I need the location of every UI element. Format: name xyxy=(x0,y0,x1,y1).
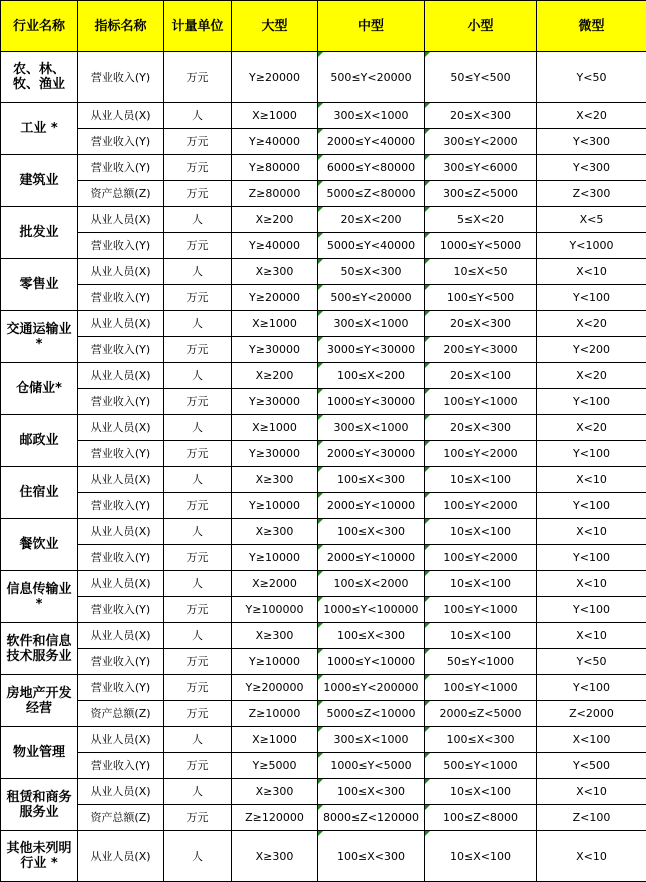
micro-cell: X<10 xyxy=(537,467,646,493)
unit-cell: 万元 xyxy=(164,181,232,207)
table-row xyxy=(1,545,646,571)
small-cell: 10≤X<100 xyxy=(425,623,537,649)
unit-cell: 万元 xyxy=(164,545,232,571)
large-cell: X≥200 xyxy=(232,363,318,389)
indicator-cell: 营业收入(Y) xyxy=(78,545,164,571)
header-micro: 微型 xyxy=(537,1,646,52)
table-row xyxy=(1,155,646,181)
industry-name: 信息传输业 * xyxy=(1,571,78,623)
unit-cell: 万元 xyxy=(164,805,232,831)
unit-cell: 人 xyxy=(164,519,232,545)
medium-cell: 100≤X<300 xyxy=(318,623,425,649)
micro-cell: X<10 xyxy=(537,831,646,882)
medium-cell: 1000≤Y<100000 xyxy=(318,597,425,623)
header-indicator: 指标名称 xyxy=(78,1,164,52)
table-row xyxy=(1,259,646,285)
table-row xyxy=(1,701,646,727)
micro-cell: Y<100 xyxy=(537,389,646,415)
medium-cell: 100≤X<200 xyxy=(318,363,425,389)
micro-cell: X<20 xyxy=(537,415,646,441)
medium-cell: 500≤Y<20000 xyxy=(318,285,425,311)
large-cell: X≥1000 xyxy=(232,415,318,441)
small-cell: 100≤Y<2000 xyxy=(425,441,537,467)
micro-cell: X<20 xyxy=(537,311,646,337)
medium-cell: 8000≤Z<120000 xyxy=(318,805,425,831)
medium-cell: 300≤X<1000 xyxy=(318,103,425,129)
small-cell: 100≤Y<1000 xyxy=(425,389,537,415)
small-cell: 50≤Y<1000 xyxy=(425,649,537,675)
large-cell: X≥300 xyxy=(232,519,318,545)
industry-name: 交通运输业 * xyxy=(1,311,78,363)
medium-cell: 20≤X<200 xyxy=(318,207,425,233)
micro-cell: Y<50 xyxy=(537,52,646,103)
table-body xyxy=(1,52,646,882)
indicator-cell: 从业人员(X) xyxy=(78,311,164,337)
small-cell: 20≤X<300 xyxy=(425,415,537,441)
micro-cell: Y<50 xyxy=(537,649,646,675)
indicator-cell: 营业收入(Y) xyxy=(78,753,164,779)
micro-cell: Y<1000 xyxy=(537,233,646,259)
micro-cell: Y<100 xyxy=(537,675,646,701)
industry-name: 软件和信息技术服务业 xyxy=(1,623,78,675)
indicator-cell: 从业人员(X) xyxy=(78,415,164,441)
table-row xyxy=(1,753,646,779)
indicator-cell: 从业人员(X) xyxy=(78,571,164,597)
unit-cell: 人 xyxy=(164,363,232,389)
small-cell: 300≤Z<5000 xyxy=(425,181,537,207)
indicator-cell: 从业人员(X) xyxy=(78,519,164,545)
industry-name: 邮政业 xyxy=(1,415,78,467)
table-row xyxy=(1,233,646,259)
micro-cell: Y<100 xyxy=(537,493,646,519)
indicator-cell: 资产总额(Z) xyxy=(78,181,164,207)
medium-cell: 100≤X<2000 xyxy=(318,571,425,597)
medium-cell: 1000≤Y<200000 xyxy=(318,675,425,701)
small-cell: 2000≤Z<5000 xyxy=(425,701,537,727)
micro-cell: Z<300 xyxy=(537,181,646,207)
table-row xyxy=(1,727,646,753)
small-cell: 100≤Y<2000 xyxy=(425,545,537,571)
large-cell: Z≥80000 xyxy=(232,181,318,207)
table-row xyxy=(1,493,646,519)
header-industry: 行业名称 xyxy=(1,1,78,52)
header-large: 大型 xyxy=(232,1,318,52)
small-cell: 10≤X<100 xyxy=(425,519,537,545)
table-row xyxy=(1,52,646,103)
indicator-cell: 营业收入(Y) xyxy=(78,597,164,623)
table-row xyxy=(1,805,646,831)
micro-cell: X<10 xyxy=(537,259,646,285)
unit-cell: 万元 xyxy=(164,675,232,701)
small-cell: 20≤X<100 xyxy=(425,363,537,389)
indicator-cell: 资产总额(Z) xyxy=(78,805,164,831)
large-cell: Y≥80000 xyxy=(232,155,318,181)
table-row xyxy=(1,597,646,623)
indicator-cell: 营业收入(Y) xyxy=(78,441,164,467)
large-cell: Y≥200000 xyxy=(232,675,318,701)
industry-name: 农、林、牧、渔业 xyxy=(1,52,78,103)
unit-cell: 万元 xyxy=(164,649,232,675)
unit-cell: 人 xyxy=(164,415,232,441)
indicator-cell: 从业人员(X) xyxy=(78,779,164,805)
table-row xyxy=(1,207,646,233)
large-cell: Z≥120000 xyxy=(232,805,318,831)
medium-cell: 5000≤Z<80000 xyxy=(318,181,425,207)
unit-cell: 人 xyxy=(164,103,232,129)
indicator-cell: 资产总额(Z) xyxy=(78,701,164,727)
large-cell: Y≥10000 xyxy=(232,493,318,519)
medium-cell: 50≤X<300 xyxy=(318,259,425,285)
indicator-cell: 营业收入(Y) xyxy=(78,337,164,363)
industry-name: 零售业 xyxy=(1,259,78,311)
medium-cell: 5000≤Y<40000 xyxy=(318,233,425,259)
medium-cell: 6000≤Y<80000 xyxy=(318,155,425,181)
large-cell: X≥300 xyxy=(232,779,318,805)
table-row xyxy=(1,285,646,311)
large-cell: X≥1000 xyxy=(232,103,318,129)
indicator-cell: 营业收入(Y) xyxy=(78,129,164,155)
large-cell: X≥300 xyxy=(232,259,318,285)
large-cell: Y≥40000 xyxy=(232,233,318,259)
unit-cell: 人 xyxy=(164,779,232,805)
indicator-cell: 从业人员(X) xyxy=(78,259,164,285)
table-row xyxy=(1,623,646,649)
indicator-cell: 从业人员(X) xyxy=(78,727,164,753)
small-cell: 5≤X<20 xyxy=(425,207,537,233)
unit-cell: 人 xyxy=(164,571,232,597)
small-cell: 20≤X<300 xyxy=(425,103,537,129)
small-cell: 10≤X<100 xyxy=(425,779,537,805)
indicator-cell: 营业收入(Y) xyxy=(78,389,164,415)
table-row xyxy=(1,779,646,805)
micro-cell: Y<100 xyxy=(537,441,646,467)
large-cell: Z≥10000 xyxy=(232,701,318,727)
micro-cell: Y<100 xyxy=(537,545,646,571)
small-cell: 100≤Y<500 xyxy=(425,285,537,311)
table-row xyxy=(1,519,646,545)
unit-cell: 人 xyxy=(164,311,232,337)
unit-cell: 人 xyxy=(164,623,232,649)
large-cell: X≥300 xyxy=(232,467,318,493)
micro-cell: Y<300 xyxy=(537,129,646,155)
unit-cell: 人 xyxy=(164,467,232,493)
header-small: 小型 xyxy=(425,1,537,52)
large-cell: Y≥10000 xyxy=(232,545,318,571)
indicator-cell: 从业人员(X) xyxy=(78,623,164,649)
medium-cell: 300≤X<1000 xyxy=(318,727,425,753)
micro-cell: X<20 xyxy=(537,103,646,129)
unit-cell: 万元 xyxy=(164,337,232,363)
medium-cell: 300≤X<1000 xyxy=(318,311,425,337)
industry-name: 批发业 xyxy=(1,207,78,259)
table-row xyxy=(1,649,646,675)
table-row xyxy=(1,831,646,882)
medium-cell: 100≤X<300 xyxy=(318,779,425,805)
small-cell: 1000≤Y<5000 xyxy=(425,233,537,259)
medium-cell: 2000≤Y<10000 xyxy=(318,493,425,519)
medium-cell: 2000≤Y<40000 xyxy=(318,129,425,155)
small-cell: 100≤X<300 xyxy=(425,727,537,753)
medium-cell: 1000≤Y<5000 xyxy=(318,753,425,779)
unit-cell: 万元 xyxy=(164,493,232,519)
medium-cell: 500≤Y<20000 xyxy=(318,52,425,103)
large-cell: Y≥30000 xyxy=(232,441,318,467)
table-row xyxy=(1,363,646,389)
indicator-cell: 营业收入(Y) xyxy=(78,285,164,311)
table-row xyxy=(1,389,646,415)
small-cell: 300≤Y<6000 xyxy=(425,155,537,181)
table-row xyxy=(1,441,646,467)
small-cell: 200≤Y<3000 xyxy=(425,337,537,363)
unit-cell: 万元 xyxy=(164,597,232,623)
micro-cell: X<10 xyxy=(537,779,646,805)
micro-cell: X<10 xyxy=(537,623,646,649)
indicator-cell: 营业收入(Y) xyxy=(78,493,164,519)
unit-cell: 万元 xyxy=(164,753,232,779)
small-cell: 20≤X<300 xyxy=(425,311,537,337)
unit-cell: 人 xyxy=(164,207,232,233)
indicator-cell: 营业收入(Y) xyxy=(78,233,164,259)
industry-name: 仓储业* xyxy=(1,363,78,415)
indicator-cell: 从业人员(X) xyxy=(78,103,164,129)
large-cell: Y≥100000 xyxy=(232,597,318,623)
micro-cell: Y<300 xyxy=(537,155,646,181)
unit-cell: 万元 xyxy=(164,155,232,181)
large-cell: X≥300 xyxy=(232,831,318,882)
table-row xyxy=(1,571,646,597)
large-cell: Y≥30000 xyxy=(232,337,318,363)
medium-cell: 100≤X<300 xyxy=(318,519,425,545)
small-cell: 100≤Y<1000 xyxy=(425,597,537,623)
indicator-cell: 营业收入(Y) xyxy=(78,52,164,103)
micro-cell: Y<100 xyxy=(537,285,646,311)
large-cell: Y≥20000 xyxy=(232,52,318,103)
small-cell: 500≤Y<1000 xyxy=(425,753,537,779)
medium-cell: 100≤X<300 xyxy=(318,831,425,882)
small-cell: 10≤X<100 xyxy=(425,467,537,493)
small-cell: 10≤X<50 xyxy=(425,259,537,285)
unit-cell: 万元 xyxy=(164,441,232,467)
indicator-cell: 从业人员(X) xyxy=(78,363,164,389)
unit-cell: 万元 xyxy=(164,285,232,311)
table-row xyxy=(1,415,646,441)
unit-cell: 人 xyxy=(164,727,232,753)
medium-cell: 2000≤Y<30000 xyxy=(318,441,425,467)
large-cell: X≥1000 xyxy=(232,311,318,337)
unit-cell: 万元 xyxy=(164,701,232,727)
micro-cell: Z<100 xyxy=(537,805,646,831)
small-cell: 10≤X<100 xyxy=(425,831,537,882)
micro-cell: X<10 xyxy=(537,571,646,597)
micro-cell: X<10 xyxy=(537,519,646,545)
header-medium: 中型 xyxy=(318,1,425,52)
table-row xyxy=(1,129,646,155)
medium-cell: 3000≤Y<30000 xyxy=(318,337,425,363)
micro-cell: Y<200 xyxy=(537,337,646,363)
large-cell: Y≥40000 xyxy=(232,129,318,155)
small-cell: 100≤Y<2000 xyxy=(425,493,537,519)
large-cell: Y≥5000 xyxy=(232,753,318,779)
indicator-cell: 营业收入(Y) xyxy=(78,675,164,701)
medium-cell: 100≤X<300 xyxy=(318,467,425,493)
small-cell: 100≤Y<1000 xyxy=(425,675,537,701)
medium-cell: 1000≤Y<30000 xyxy=(318,389,425,415)
table-row xyxy=(1,181,646,207)
indicator-cell: 从业人员(X) xyxy=(78,467,164,493)
indicator-cell: 从业人员(X) xyxy=(78,831,164,882)
table-row xyxy=(1,337,646,363)
indicator-cell: 营业收入(Y) xyxy=(78,649,164,675)
medium-cell: 5000≤Z<10000 xyxy=(318,701,425,727)
large-cell: X≥2000 xyxy=(232,571,318,597)
small-cell: 100≤Z<8000 xyxy=(425,805,537,831)
industry-name: 物业管理 xyxy=(1,727,78,779)
large-cell: Y≥10000 xyxy=(232,649,318,675)
unit-cell: 万元 xyxy=(164,129,232,155)
table-row xyxy=(1,675,646,701)
micro-cell: Z<2000 xyxy=(537,701,646,727)
industry-name: 建筑业 xyxy=(1,155,78,207)
large-cell: Y≥30000 xyxy=(232,389,318,415)
small-cell: 10≤X<100 xyxy=(425,571,537,597)
large-cell: X≥200 xyxy=(232,207,318,233)
large-cell: X≥300 xyxy=(232,623,318,649)
table-row xyxy=(1,103,646,129)
table-row xyxy=(1,467,646,493)
micro-cell: X<20 xyxy=(537,363,646,389)
table-row xyxy=(1,311,646,337)
large-cell: X≥1000 xyxy=(232,727,318,753)
indicator-cell: 从业人员(X) xyxy=(78,207,164,233)
unit-cell: 人 xyxy=(164,831,232,882)
indicator-cell: 营业收入(Y) xyxy=(78,155,164,181)
header-unit: 计量单位 xyxy=(164,1,232,52)
medium-cell: 1000≤Y<10000 xyxy=(318,649,425,675)
micro-cell: X<100 xyxy=(537,727,646,753)
industry-name: 工业 * xyxy=(1,103,78,155)
unit-cell: 万元 xyxy=(164,389,232,415)
unit-cell: 万元 xyxy=(164,233,232,259)
unit-cell: 人 xyxy=(164,259,232,285)
micro-cell: Y<500 xyxy=(537,753,646,779)
small-cell: 50≤Y<500 xyxy=(425,52,537,103)
large-cell: Y≥20000 xyxy=(232,285,318,311)
header-row xyxy=(1,1,646,52)
industry-name: 住宿业 xyxy=(1,467,78,519)
small-cell: 300≤Y<2000 xyxy=(425,129,537,155)
industry-name: 租赁和商务服务业 xyxy=(1,779,78,831)
unit-cell: 万元 xyxy=(164,52,232,103)
medium-cell: 300≤X<1000 xyxy=(318,415,425,441)
industry-name: 房地产开发经营 xyxy=(1,675,78,727)
micro-cell: Y<100 xyxy=(537,597,646,623)
industry-name: 其他未列明行业 * xyxy=(1,831,78,882)
micro-cell: X<5 xyxy=(537,207,646,233)
medium-cell: 2000≤Y<10000 xyxy=(318,545,425,571)
industry-name: 餐饮业 xyxy=(1,519,78,571)
